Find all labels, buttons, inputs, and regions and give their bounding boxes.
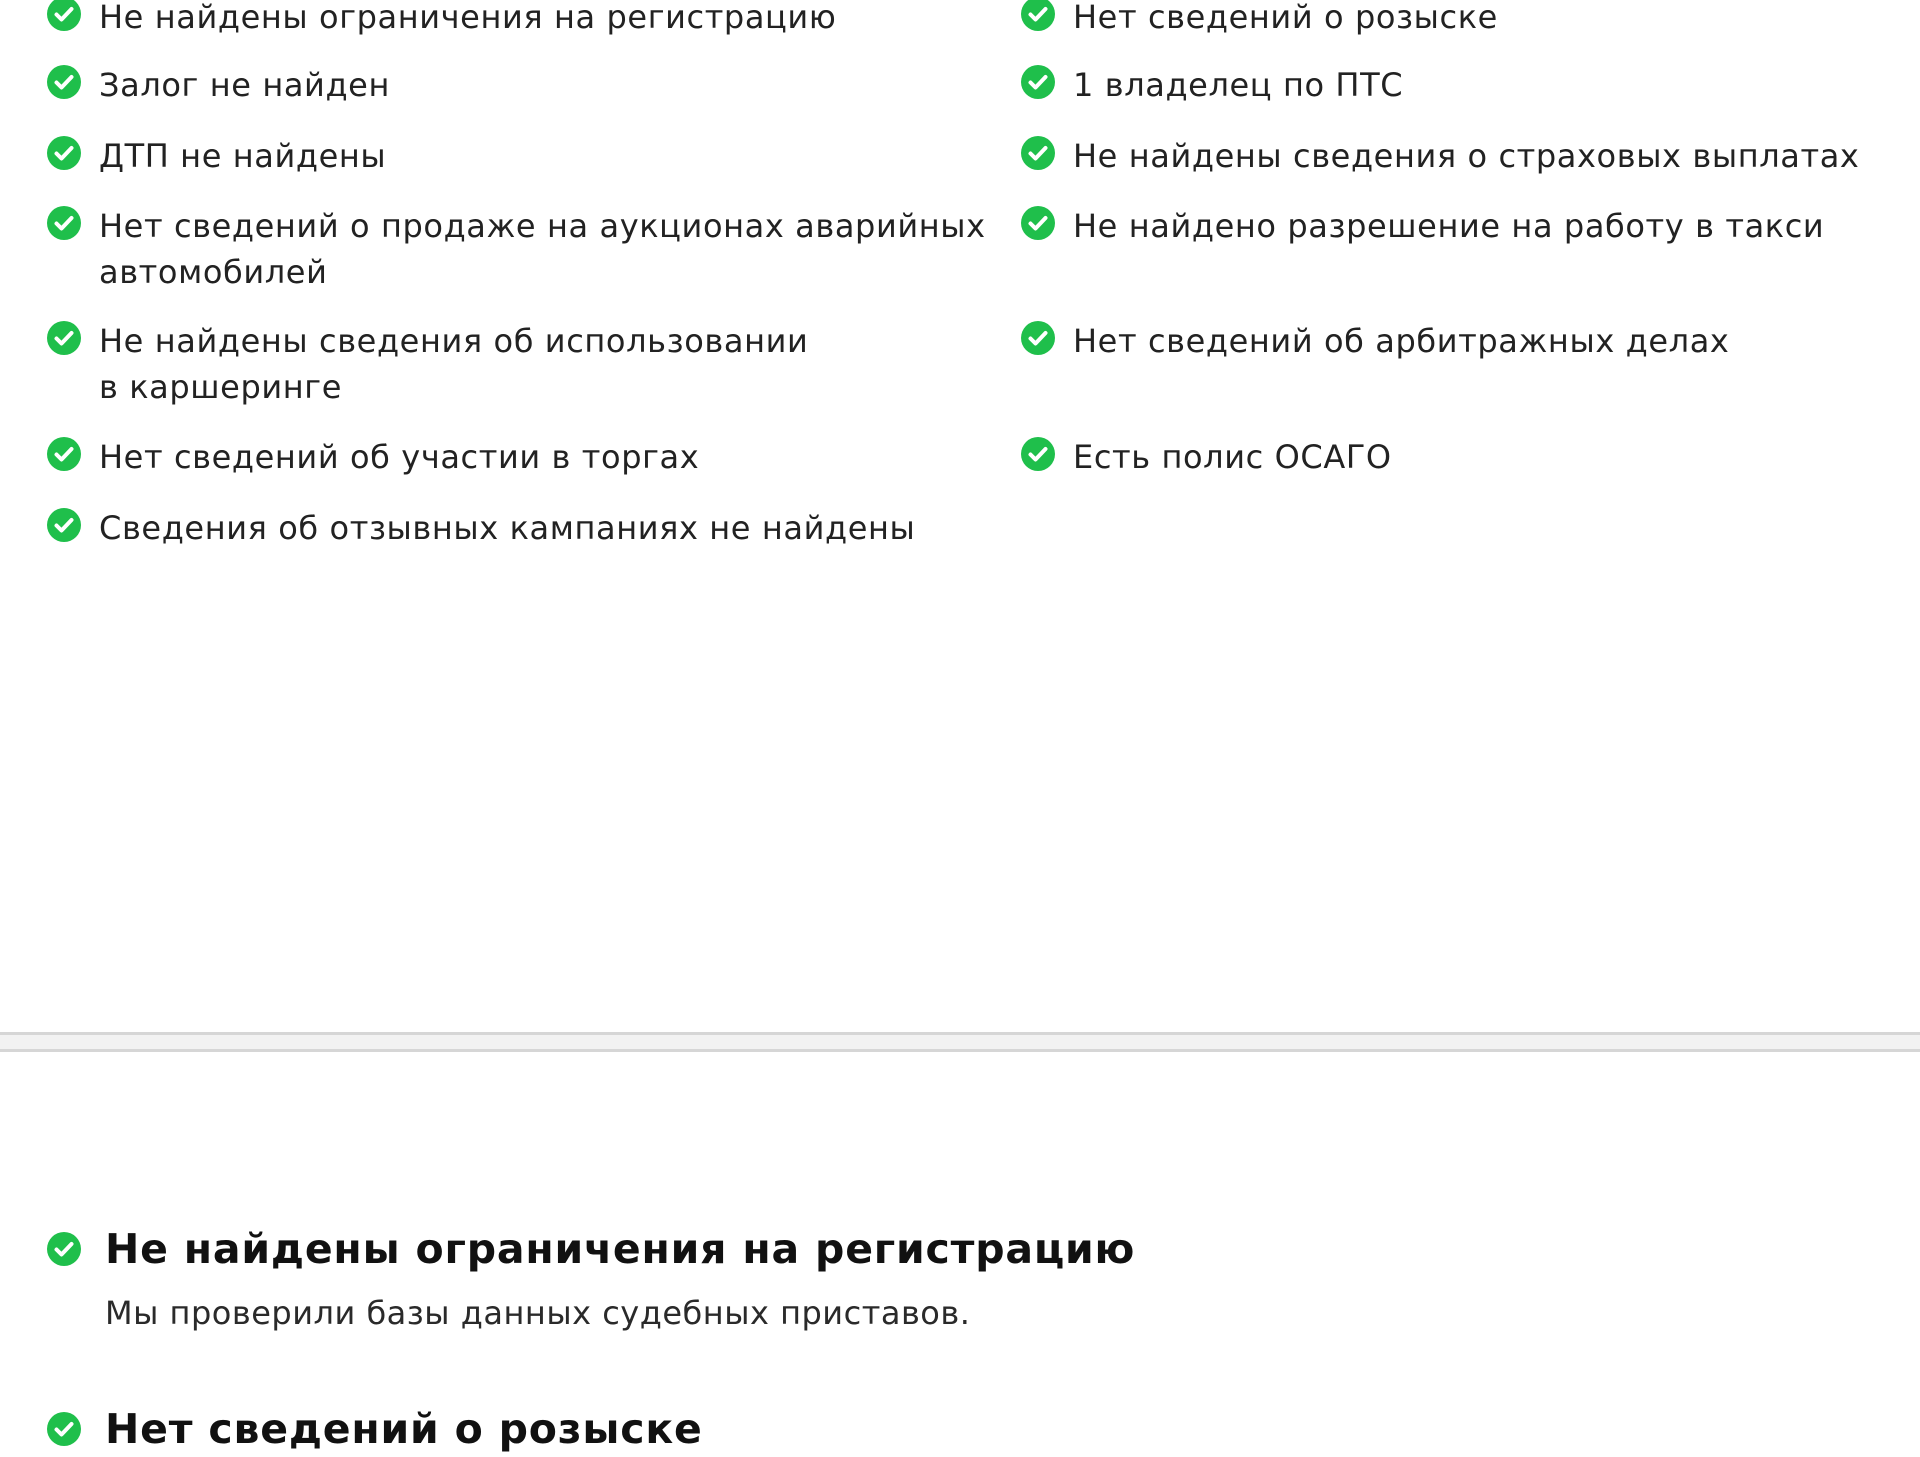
detail-description: Мы проверили базы данных судебных приставов. bbox=[105, 1294, 971, 1332]
detail-title: Не найдены ограничения на регистрацию bbox=[105, 1225, 1136, 1273]
check-item-osago bbox=[1021, 434, 1392, 480]
check-label: Не найдены сведения о страховых выплатах bbox=[1073, 137, 1860, 175]
detail-heading bbox=[47, 1221, 1135, 1277]
check-label: Есть полис ОСАГО bbox=[1073, 438, 1392, 476]
check-label: Не найдены сведения об использовании в каршеринге bbox=[99, 322, 809, 406]
check-item-owners bbox=[1021, 62, 1403, 108]
check-label: Нет сведений об участии в торгах bbox=[99, 438, 700, 476]
detail-registration-restrictions bbox=[47, 1221, 1135, 1335]
check-item-wanted bbox=[1021, 0, 1498, 40]
check-label: Не найдены ограничения на регистрацию bbox=[99, 0, 837, 36]
check-circle-icon bbox=[1021, 65, 1055, 99]
check-item-auctions bbox=[47, 203, 986, 295]
check-label: Не найдено разрешение на работу в такси bbox=[1073, 207, 1825, 245]
detail-wanted bbox=[47, 1401, 703, 1457]
check-label: Сведения об отзывных кампаниях не найдены bbox=[99, 509, 916, 547]
check-item-pledge bbox=[47, 62, 390, 108]
section-divider bbox=[0, 1032, 1920, 1052]
check-item-arbitration bbox=[1021, 318, 1729, 364]
check-circle-icon bbox=[1021, 0, 1055, 31]
check-label: Нет сведений о розыске bbox=[1073, 0, 1498, 36]
check-label: 1 владелец по ПТС bbox=[1073, 66, 1404, 104]
check-item-insurance-payments bbox=[1021, 133, 1859, 179]
check-circle-icon bbox=[47, 65, 81, 99]
check-circle-icon bbox=[47, 206, 81, 240]
check-label: ДТП не найдены bbox=[99, 137, 387, 175]
check-item-accidents bbox=[47, 133, 386, 179]
check-label: Нет сведений о продаже на аукционах аварийных автомобилей bbox=[99, 207, 986, 291]
check-circle-icon bbox=[47, 1412, 81, 1446]
check-item-tenders bbox=[47, 434, 699, 480]
check-circle-icon bbox=[1021, 321, 1055, 355]
check-item-recalls bbox=[47, 505, 915, 551]
check-circle-icon bbox=[1021, 437, 1055, 471]
check-circle-icon bbox=[47, 437, 81, 471]
detail-heading bbox=[47, 1401, 703, 1457]
check-circle-icon bbox=[47, 1232, 81, 1266]
check-label: Нет сведений об арбитражных делах bbox=[1073, 322, 1730, 360]
check-item-carsharing bbox=[47, 318, 808, 410]
check-circle-icon bbox=[47, 0, 81, 31]
detail-title: Нет сведений о розыске bbox=[105, 1405, 703, 1453]
check-circle-icon bbox=[47, 136, 81, 170]
check-circle-icon bbox=[47, 508, 81, 542]
check-item-taxi bbox=[1021, 203, 1824, 249]
check-item-registration-restrictions bbox=[47, 0, 836, 40]
check-label: Залог не найден bbox=[99, 66, 390, 104]
check-circle-icon bbox=[47, 321, 81, 355]
check-circle-icon bbox=[1021, 206, 1055, 240]
check-circle-icon bbox=[1021, 136, 1055, 170]
